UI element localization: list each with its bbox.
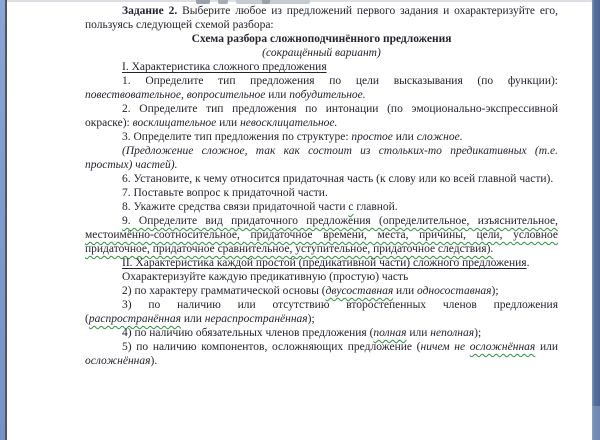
page-left-border (5, 0, 7, 440)
section-1-title-text: I. Характеристика сложного предложения (122, 61, 327, 73)
section-2-intro (85, 270, 558, 284)
item-3-note-text: (Предложение сложное, так как состоит из стольких-то предикативных (т.е. простых) частей). (85, 145, 558, 171)
item-3 (85, 130, 558, 144)
item-3-note (85, 144, 558, 172)
item-ii-4-text: полная (373, 327, 407, 339)
item-ii-2-text: двусоставная (325, 285, 394, 297)
item-2-text: 2. Определите тип предложения по интонации (по эмоционально-экспрессивной окраске): (85, 103, 558, 129)
item-ii-2-text: или (393, 285, 417, 297)
item-2-text: или (219, 117, 241, 129)
section-2-intro-text: Охарактеризуйте каждую предикативную (простую) часть (122, 271, 409, 283)
scheme-subheading-text: (сокращённый вариант) (262, 47, 381, 59)
item-1-text: повествовательное, вопросительное (85, 89, 269, 101)
item-ii-4-text: 4) по наличию обязательных членов предложения ( (122, 327, 374, 339)
item-1-text: или (268, 89, 290, 101)
item-1 (85, 74, 558, 102)
scheme-heading-text: Схема разбора сложноподчинённого предложения (191, 33, 452, 45)
item-ii-3-text: или (180, 313, 205, 325)
item-ii-5-text: или (535, 341, 558, 353)
scrollbar-corner (592, 406, 600, 440)
item-ii-4-text: ); (474, 327, 482, 339)
item-8 (85, 200, 558, 214)
task-intro-text: Выберите любое из предложений первого задания и охарактеризуйте его, пользуясь следующей схемой разбора: (85, 5, 558, 31)
item-3-text: сложное. (416, 131, 463, 143)
item-ii-3-text: нераспространённая (204, 313, 308, 325)
section-2-title-text: . (526, 257, 530, 269)
section-1-title (85, 60, 558, 74)
item-ii-5 (85, 340, 558, 368)
item-ii-3-text: ); (307, 313, 315, 325)
item-1-text: 1. Определите тип предложения по цели высказывания (по функции): (122, 75, 558, 87)
section-2-title (85, 256, 558, 270)
item-2-text: восклицательное (132, 117, 220, 129)
item-ii-5-text: осложнённая (85, 355, 151, 367)
item-2-text: невосклицательное. (240, 117, 338, 129)
document-page (85, 4, 558, 368)
section-2-title-text: II. Характеристика каждой простой (предикативной части) сложного предложения (122, 257, 527, 269)
task-intro-text: Задание 2. (122, 5, 178, 17)
item-ii-3 (85, 298, 558, 326)
item-9-text: 9. Определите вид придаточного предложения (определительное, изъяснительное, местоимённо-соотносительное, придаточное времени, места, причины, цели, условное придаточное, придаточное сравнительное, уступительное, придаточное следствия). (85, 215, 558, 255)
item-ii-2-text: односоставная (416, 285, 492, 297)
item-3-text: или (395, 131, 417, 143)
item-3-text: простое (351, 131, 396, 143)
item-ii-5-text: 5) по наличию компонентов, осложняющих предложение ( (122, 341, 421, 353)
item-8-text: 8. Укажите средства связи придаточной части (122, 201, 349, 213)
item-7-text: 7. Поставьте вопрос к придаточной части. (122, 187, 328, 199)
item-9 (85, 214, 558, 256)
item-6-text: 6. Установите, к чему относится придаточная часть (к слову или ко всей главной части). (122, 173, 554, 185)
item-ii-3-text: 3) по наличию или отсутствию второстепенных членов предложения ( (85, 299, 558, 325)
task-intro (85, 4, 558, 32)
item-7 (85, 186, 558, 200)
item-1-text: побудительное. (289, 89, 366, 101)
item-6 (85, 172, 558, 186)
item-ii-5-text: ). (150, 355, 158, 367)
item-ii-5-text: ничем не (420, 341, 470, 353)
scheme-heading (85, 32, 558, 46)
window-edge-right (592, 0, 600, 440)
item-ii-5-text: осложнённая (469, 341, 536, 353)
item-ii-3-text: распространённая (88, 313, 181, 325)
item-8-text: с (348, 201, 354, 213)
item-ii-4-text: неполная (430, 327, 475, 339)
item-ii-4 (85, 326, 558, 340)
item-ii-2-text: 2) по характеру грамматической основы ( (122, 285, 326, 297)
item-2 (85, 102, 558, 130)
item-ii-2-text: ); (491, 285, 499, 297)
item-8-text: главной. (353, 201, 398, 213)
item-ii-2 (85, 284, 558, 298)
item-ii-4-text: или (406, 327, 431, 339)
scheme-subheading (85, 46, 558, 60)
item-3-text: 3. Определите тип предложения по структуре: (122, 131, 352, 143)
